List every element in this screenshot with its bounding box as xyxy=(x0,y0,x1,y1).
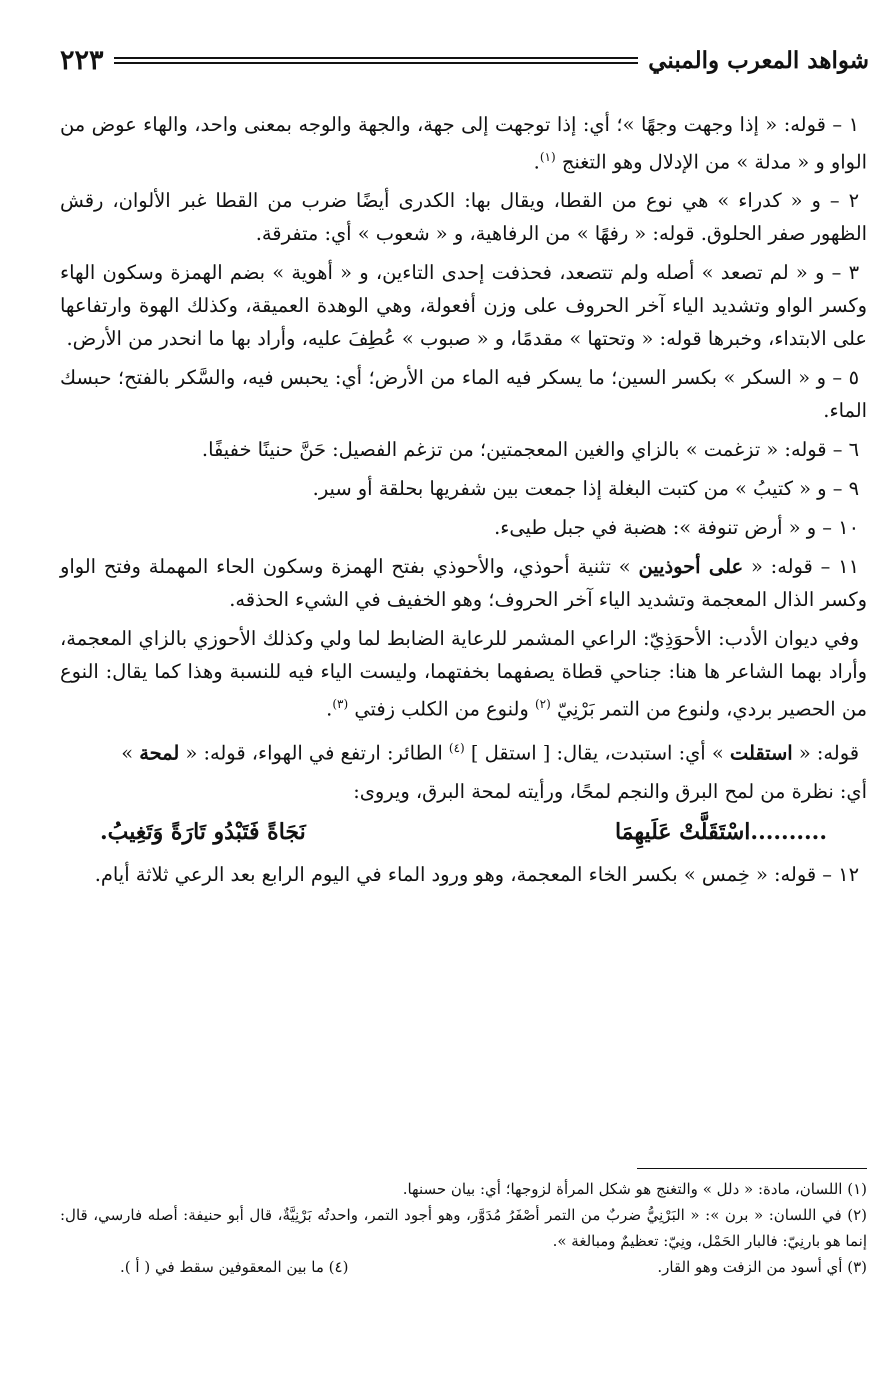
running-title: شواهد المعرب والمبني xyxy=(648,46,869,74)
footnote-2: (٢) في اللسان: « برن »: « البَرْنِيُّ ضربٌ من التمر أصْفَرُ مُدَوَّر، وهو أجود التمر، واحدتُه بَرْنِيَّةٌ، قال أبو حنيفة: أصله فارسي، قال: إنما هو بارنِيّ: فالبار الحَمْل، ونِيّ: تعظيمٌ ومبالغة ». xyxy=(60,1206,867,1250)
page-number: ٢٢٣ xyxy=(60,44,104,76)
footnote-divider xyxy=(637,1168,867,1169)
footnote-ref-2: (٢) xyxy=(534,697,551,712)
paragraph-2: ٢ – و « كدراء » هي نوع من القطا، ويقال بها: الكدرى أيضًا ضرب من القطا غبر الألوان، رقش الظهور صفر الحلوق. قوله: « رفهًا » من الرفاهية، و « شعوب » أي: متفرقة. xyxy=(60,189,867,246)
footnote-ref-4: (٤) xyxy=(448,740,465,755)
paragraph-3: ٣ – و « لم تصعد » أصله ولم تتصعد، فحذفت إحدى التاءين، و « أهوية » بضم الهمزة وسكون الهاء وكسر الواو وتشديد الياء آخر الحروف على وزن أفعولة، وهي الوهدة العميقة، وكذلك الهوة وارتفاعها على الابتداء، وخبرها قوله: « وتحتها » مقدمًا، و « صبوب » عُطِفَ عليه، وأراد بها ما انحدر من الأرض. xyxy=(60,261,867,351)
footnote-4: (٤) ما بين المعقوفين سقط في ( أ ). xyxy=(120,1258,349,1276)
bold-term: على أحوذيين xyxy=(638,555,744,579)
footnotes xyxy=(60,1176,867,1280)
bold-term: استقلت xyxy=(729,741,793,765)
paragraph-9: ٩ – و « كتيبُ » من كتبت البغلة إذا جمعت بين شفريها بحلقة أو سير. xyxy=(312,477,859,501)
paragraph-10: ١٠ – و « أرض تنوفة »: هضبة في جبل طيىء. xyxy=(494,516,859,540)
body-text xyxy=(60,108,867,897)
paragraph-diwan: وفي ديوان الأدب: الأحوَذِيّ: الراعي المشمر للرعاية الضابط لما ولي وكذلك الأحوزي بالزاي المعجمة، وأراد بهما الشاعر ها هنا: جناحي قطاة يصفهما بخفتهما، وليست الياء فيه للنسبة وهذا كما يقال: النوع من الحصير بردي، ولنوع من التمر بَرْنِيّ $^{(٢)}$ ولنوع من الكلب زفتي $^{(٣)}$. xyxy=(60,627,867,721)
verse-hemistich-left: ..........اسْتَقَلَّتْ عَلَيهِمَا xyxy=(614,819,827,846)
page-header xyxy=(60,42,869,78)
footnote-1: (١) اللسان، مادة: « دلل » والتغنج هو شكل المرأة لزوجها؛ أي: بيان حسنها. xyxy=(402,1180,867,1198)
paragraph-5: ٥ – و « السكر » بكسر السين؛ ما يسكر فيه الماء من الأرض؛ أي: يحبس فيه، والسَّكر بالفتح؛ حبسك الماء. xyxy=(60,366,867,423)
footnote-3: (٣) أي أسود من الزفت وهو القار. xyxy=(657,1258,867,1276)
paragraph-12: ١٢ – قوله: « خِمس » بكسر الخاء المعجمة، وهو ورود الماء في اليوم الرابع بعد الرعي ثلاثة أيام. xyxy=(94,863,859,887)
verse-hemistich-right: نَجَاةً فَتَبْدُو تَارَةً وَتَغِيبُ. xyxy=(100,819,306,846)
verse-line xyxy=(100,814,827,850)
paragraph-lamha: أي: نظرة من لمح البرق والنجم لمحًا، ورأيته لمحة البرق، ويروى: xyxy=(353,780,867,804)
paragraph-6: ٦ – قوله: « تزغمت » بالزاي والغين المعجمتين؛ من تزغم الفصيل: حَنَّ حنينًا خفيفًا. xyxy=(201,438,859,462)
paragraph-istaqallat: قوله: « استقلت » أي: استبدت، يقال: [ استقل ] $^{(٤)}$ الطائر: ارتفع في الهواء، قوله: « لمحة » xyxy=(121,740,859,765)
footnote-row xyxy=(60,1254,867,1280)
footnote-ref-1: (١) xyxy=(539,150,556,164)
paragraph-1: ١ – قوله: « إذا وجهت وجهًا »؛ أي: إذا توجهت إلى جهة، والجهة والوجه بمعنى واحد، والهاء عوض من الواو و « مدلة » من الإدلال وهو التغنج $^{(١)}$. xyxy=(60,113,867,174)
header-rule xyxy=(114,57,639,64)
bold-term: لمحة xyxy=(139,741,180,765)
paragraph-11: ١١ – قوله: « على أحوذيين » تثنية أحوذي، والأحوذي بفتح الهمزة وسكون الحاء المهملة وفتح الواو وكسر الذال المعجمة وتشديد الياء آخر الحروف؛ وهو الخفيف في الشيء الحذقه. xyxy=(60,555,867,612)
footnote-ref-3: (٣) xyxy=(332,697,349,712)
